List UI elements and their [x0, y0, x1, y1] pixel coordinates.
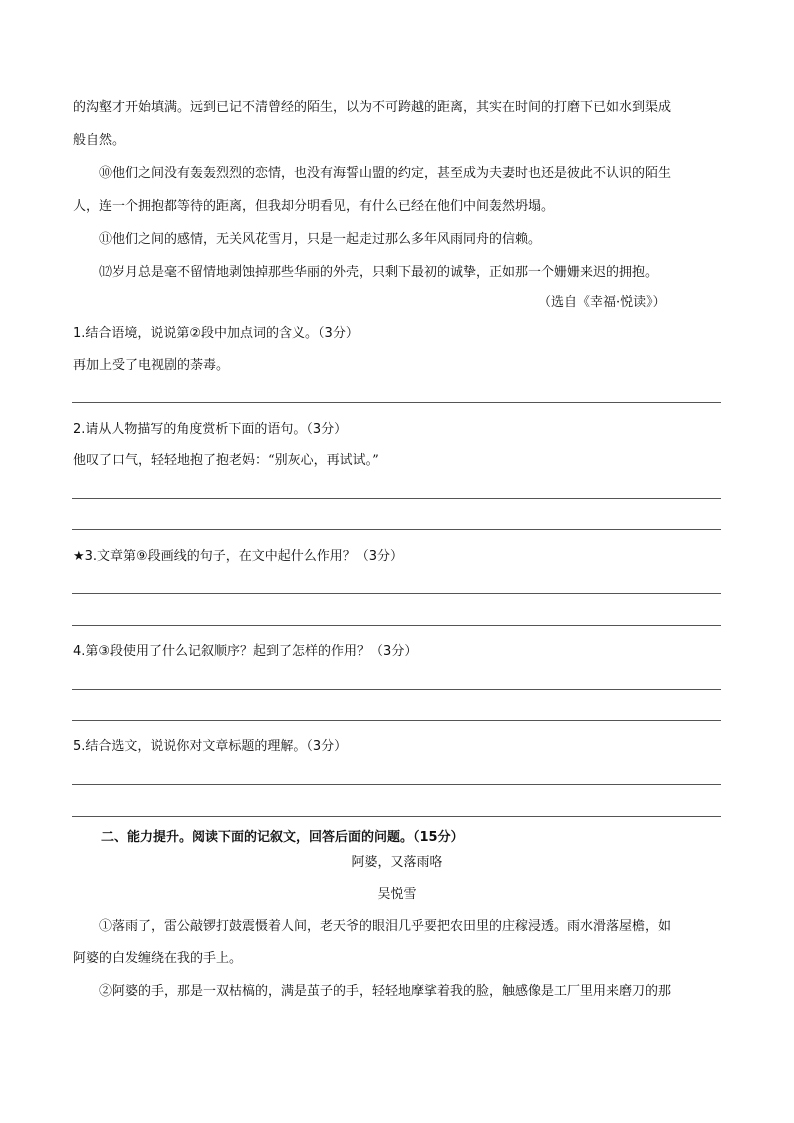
passage-line: 般自然。	[73, 133, 126, 148]
question-2-label: 2.请从人物描写的角度赏析下面的语句。（3分）	[73, 422, 348, 437]
answer-line[interactable]	[72, 402, 721, 403]
answer-line[interactable]	[72, 720, 721, 721]
answer-line[interactable]	[72, 625, 721, 626]
question-4-label: 4.第③段使用了什么记叙顺序？起到了怎样的作用？（3分）	[73, 644, 418, 659]
paragraph-11: ⑪他们之间的感情，无关风花雪月，只是一起走过那么多年风雨同舟的信赖。	[99, 232, 542, 247]
article-paragraph-1-line: ①落雨了，雷公敲锣打鼓震慑着人间，老天爷的眼泪几乎要把农田里的庄稼浸透。雨水滑落屋檐，如	[99, 919, 672, 934]
answer-line[interactable]	[72, 816, 721, 817]
article-title: 阿婆，又落雨咯	[351, 855, 443, 870]
answer-line[interactable]	[72, 498, 721, 499]
article-paragraph-1-line: 阿婆的白发缠绕在我的手上。	[73, 951, 243, 966]
question-5-label: 5.结合选文，说说你对文章标题的理解。（3分）	[73, 739, 348, 754]
answer-line[interactable]	[72, 529, 721, 530]
article-paragraph-2-line: ②阿婆的手，那是一双枯槁的，满是茧子的手，轻轻地摩挲着我的脸，触感像是工厂里用来磨刀的那	[99, 984, 672, 999]
passage-source: （选自《幸福·悦读》）	[538, 295, 666, 310]
section-2-heading: 二、能力提升。阅读下面的记叙文，回答后面的问题。（15分）	[101, 830, 464, 845]
article-author: 吴悦雪	[377, 887, 417, 902]
question-1-quote: 再加上受了电视剧的荼毒。	[73, 358, 230, 373]
passage-line: 的沟壑才开始填满。远到已记不清曾经的陌生，以为不可跨越的距离，其实在时间的打磨下已如水到渠成	[73, 100, 672, 115]
question-1-label: 1.结合语境，说说第②段中加点词的含义。（3分）	[73, 326, 359, 341]
question-2-quote: 他叹了口气，轻轻地抱了抱老妈：“别灰心，再试试。”	[73, 453, 379, 468]
paragraph-10-line: ⑩他们之间没有轰轰烈烈的恋情，也没有海誓山盟的约定，甚至成为夫妻时也还是彼此不认识的陌生	[99, 166, 672, 181]
paragraph-12: ⑿岁月总是毫不留情地剥蚀掉那些华丽的外壳，只剩下最初的诚挚，正如那一个姗姗来迟的拥抱。	[99, 265, 659, 280]
answer-line[interactable]	[72, 784, 721, 785]
question-3-label: ★3.文章第⑨段画线的句子，在文中起什么作用？（3分）	[73, 549, 403, 564]
answer-line[interactable]	[72, 593, 721, 594]
answer-line[interactable]	[72, 689, 721, 690]
paragraph-10-line: 人，连一个拥抱都等待的距离，但我却分明看见，有什么已经在他们中间轰然坍塌。	[73, 199, 555, 214]
